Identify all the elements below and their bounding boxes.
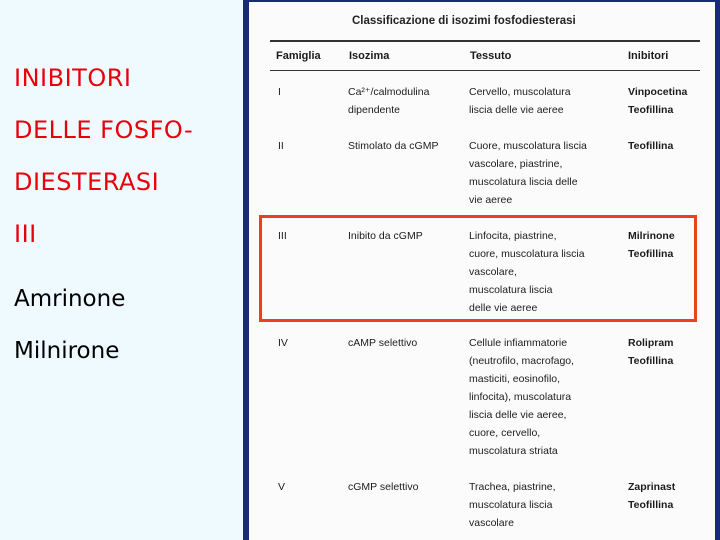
row-5-inhibitor-2: Teofillina (628, 499, 674, 511)
row-2-isozyme-1: Stimolato da cGMP (348, 140, 439, 152)
title-line-3: DIESTERASI (14, 168, 160, 196)
col-inibitori: Inibitori (628, 50, 669, 62)
row-5-tissue-2: muscolatura liscia (469, 499, 553, 511)
row-5-tissue-3: vascolare (469, 517, 514, 529)
table-rule-header (270, 70, 700, 71)
table-caption: Classificazione di isozimi fosfodiesterasi (352, 15, 576, 27)
row-5-family: V (278, 481, 286, 493)
row-3-tissue-4: muscolatura liscia (469, 284, 553, 296)
row-2-tissue-4: vie aeree (469, 194, 513, 206)
drug-milnirone: Milnirone (14, 338, 120, 364)
row-3-tissue-1: Linfocita, piastrine, (469, 230, 557, 242)
row-4-isozyme-1: cAMP selettivo (348, 337, 418, 349)
row-4-tissue-2: (neutrofilo, macrofago, (469, 355, 575, 367)
row-1-isozyme-2: dipendente (348, 104, 400, 116)
drug-amrinone: Amrinone (14, 286, 126, 312)
row-4-tissue-7: muscolatura striata (469, 445, 558, 457)
row-4-tissue-6: cuore, cervello, (469, 427, 541, 439)
row-5-tissue-1: Trachea, piastrine, (469, 481, 556, 493)
title-line-2: DELLE FOSFO- (14, 116, 194, 144)
col-isozima: Isozima (349, 50, 390, 62)
table-rule-top (270, 40, 700, 42)
left-panel (0, 0, 240, 540)
row-1-tissue-1: Cervello, muscolatura (469, 86, 571, 98)
row-2-tissue-2: vascolare, piastrine, (469, 158, 563, 170)
row-1-inhibitor-1: Vinpocetina (628, 86, 688, 98)
row-3-tissue-2: cuore, muscolatura liscia (469, 248, 585, 260)
row-4-family: IV (278, 337, 288, 349)
row-4-tissue-4: linfocita), muscolatura (469, 391, 572, 403)
row-1-family: I (278, 86, 281, 98)
row-4-tissue-3: masticiti, eosinofilo, (469, 373, 561, 385)
row-3-inhibitor-2: Teofillina (628, 248, 674, 260)
row-2-tissue-1: Cuore, muscolatura liscia (469, 140, 587, 152)
row-4-inhibitor-1: Rolipram (628, 337, 674, 349)
col-tessuto: Tessuto (470, 50, 512, 62)
row-5-inhibitor-1: Zaprinast (628, 481, 676, 493)
row-2-inhibitor-1: Teofillina (628, 140, 674, 152)
row-3-family: III (278, 230, 287, 242)
row-2-tissue-3: muscolatura liscia delle (469, 176, 578, 188)
row-5-isozyme-1: cGMP selettivo (348, 481, 419, 493)
title-line-1: INIBITORI (14, 64, 132, 92)
row-3-isozyme-1: Inibito da cGMP (348, 230, 423, 242)
row-4-tissue-5: liscia delle vie aeree, (469, 409, 567, 421)
row-1-isozyme-1: Ca²⁺/calmodulina (348, 86, 430, 98)
row-3-inhibitor-1: Milrinone (628, 230, 675, 242)
row-4-tissue-1: Cellule infiammatorie (469, 337, 568, 349)
row-1-tissue-2: liscia delle vie aeree (469, 104, 564, 116)
row-3-tissue-3: vascolare, (469, 266, 517, 278)
row-2-family: II (278, 140, 284, 152)
col-famiglia: Famiglia (276, 50, 321, 62)
row-3-tissue-5: delle vie aeree (469, 302, 538, 314)
row-4-inhibitor-2: Teofillina (628, 355, 674, 367)
row-1-inhibitor-2: Teofillina (628, 104, 674, 116)
title-line-4: III (14, 220, 37, 248)
